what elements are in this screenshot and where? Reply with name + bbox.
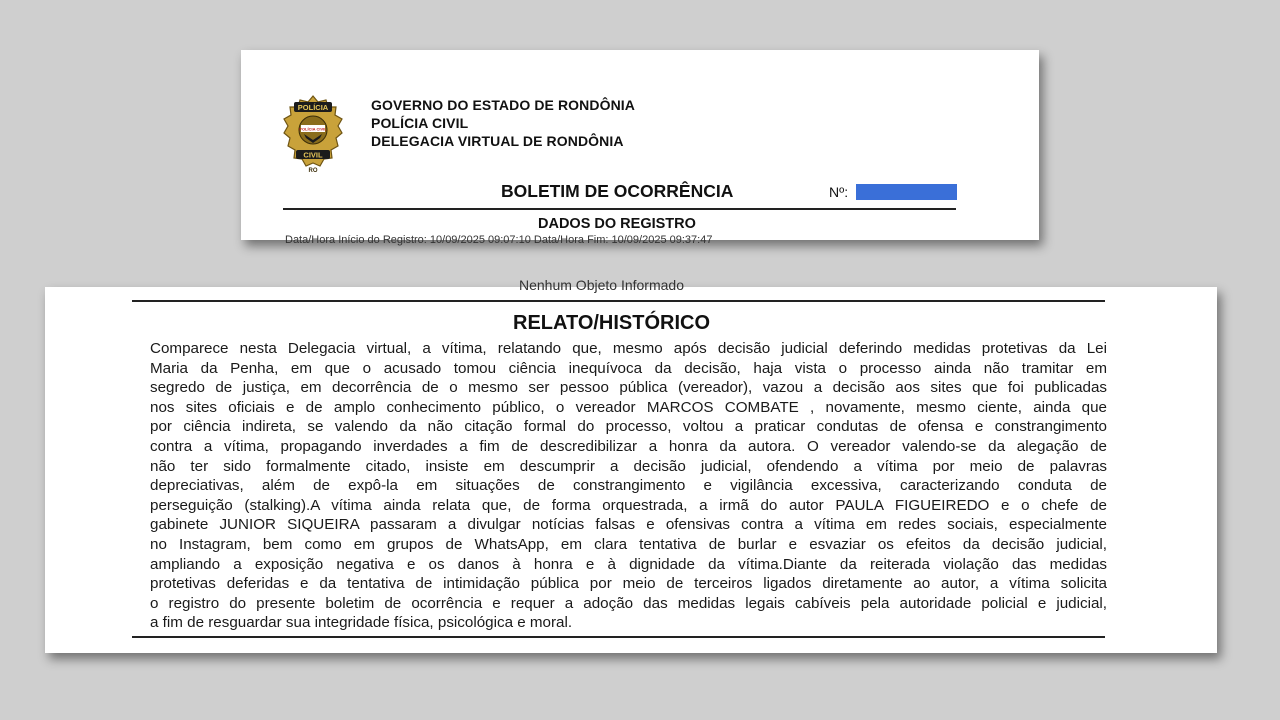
number-label: Nº: [829, 184, 849, 200]
partial-objeto-line: Nenhum Objeto Informado [519, 277, 684, 293]
relato-line: gabinete JUNIOR SIQUEIRA passaram a divulgar notícias falsas e ofensivas contra a vítima em redes sociais, especialmente [150, 516, 1107, 534]
document-title: BOLETIM DE OCORRÊNCIA [501, 181, 734, 201]
relato-line: no Instagram, bem como em grupos de WhatsApp, em clara tentativa de burlar e esvaziar os efeitos da decisão judicial, [150, 535, 1107, 553]
svg-text:RO: RO [308, 168, 318, 174]
relato-line: nos sites oficiais e de amplo conhecimento público, o vereador MARCOS COMBATE , novamente, mesmo ciente, ainda que [150, 398, 1107, 416]
relato-line: Comparece nesta Delegacia virtual, a vítima, relatando que, mesmo após decisão judicial deferindo medidas protetivas da Lei [150, 340, 1107, 357]
divider [132, 636, 1105, 638]
relato-line: não ter sido formalmente citado, insiste em descumprir a decisão judicial, ofendendo a vítima por meio de palavras [150, 457, 1107, 475]
divider [132, 300, 1105, 302]
header-clipping [241, 50, 1039, 246]
header-police: POLÍCIA CIVIL [371, 115, 469, 131]
relato-line: segredo de justiça, em decorrência de o mesmo ser pessoo pública (vereador), vazou a decisão aos sites que foi publicadas [150, 379, 1107, 397]
relato-clipping [45, 277, 1217, 653]
header-delegacia: DELEGACIA VIRTUAL DE RONDÔNIA [371, 133, 624, 149]
relato-line: protetivas deferidas e da tentativa de intimidação pública por meio de terceiros ligados diretamente ao autor, a vítima solicita [150, 575, 1107, 593]
relato-line: depreciativas, além de expô-la em situações de constrangimento e vigilância excessiva, caracterizando conduta de [150, 477, 1107, 495]
relato-line: ampliando a exposição negativa e os danos à honra e à dignidade da vítima.Diante da reiterada violação das medidas [150, 555, 1107, 573]
relato-line: perseguição (stalking).A vítima ainda relata que, de forma orquestrada, a irmã do autor PAULA FIGUEIREDO e o chefe de [150, 496, 1107, 514]
svg-text:POLÍCIA: POLÍCIA [297, 103, 329, 112]
relato-line: a fim de resguardar sua integridade física, psicológica e moral. [150, 614, 573, 632]
relato-line: contra a vítima, propagando inverdades a fim de descredibilizar a honra da autora. O vereador valendo-se da alegação de [150, 437, 1107, 455]
relato-line: Maria da Penha, em que o acusado tomou ciência inequívoca da decisão, haja vista o processo ainda não tramitar em [150, 359, 1107, 377]
svg-text:CIVIL: CIVIL [303, 150, 323, 160]
divider [283, 208, 956, 210]
relato-line: por ciência indireta, se valendo da não citação formal do processo, voltou a praticar condutas de ofensa e constrangimento [150, 418, 1107, 436]
partial-registro-line: Data/Hora Início do Registro: 10/09/2025 09:07:10 Data/Hora Fim: 10/09/2025 09:37:47 [285, 234, 713, 246]
svg-text:POLÍCIA CIVIL: POLÍCIA CIVIL [299, 126, 327, 132]
number-redaction [856, 184, 957, 200]
section-title-registro: DADOS DO REGISTRO [538, 216, 696, 232]
relato-title: RELATO/HISTÓRICO [513, 312, 711, 334]
relato-line: o registro do presente boletim de ocorrência e requer a adoção das medidas legais cabíveis pela autoridade policial e judicial, [150, 594, 1107, 612]
relato-body [150, 339, 1107, 633]
policia-civil-badge-icon [282, 94, 344, 176]
header-government: GOVERNO DO ESTADO DE RONDÔNIA [371, 97, 635, 113]
